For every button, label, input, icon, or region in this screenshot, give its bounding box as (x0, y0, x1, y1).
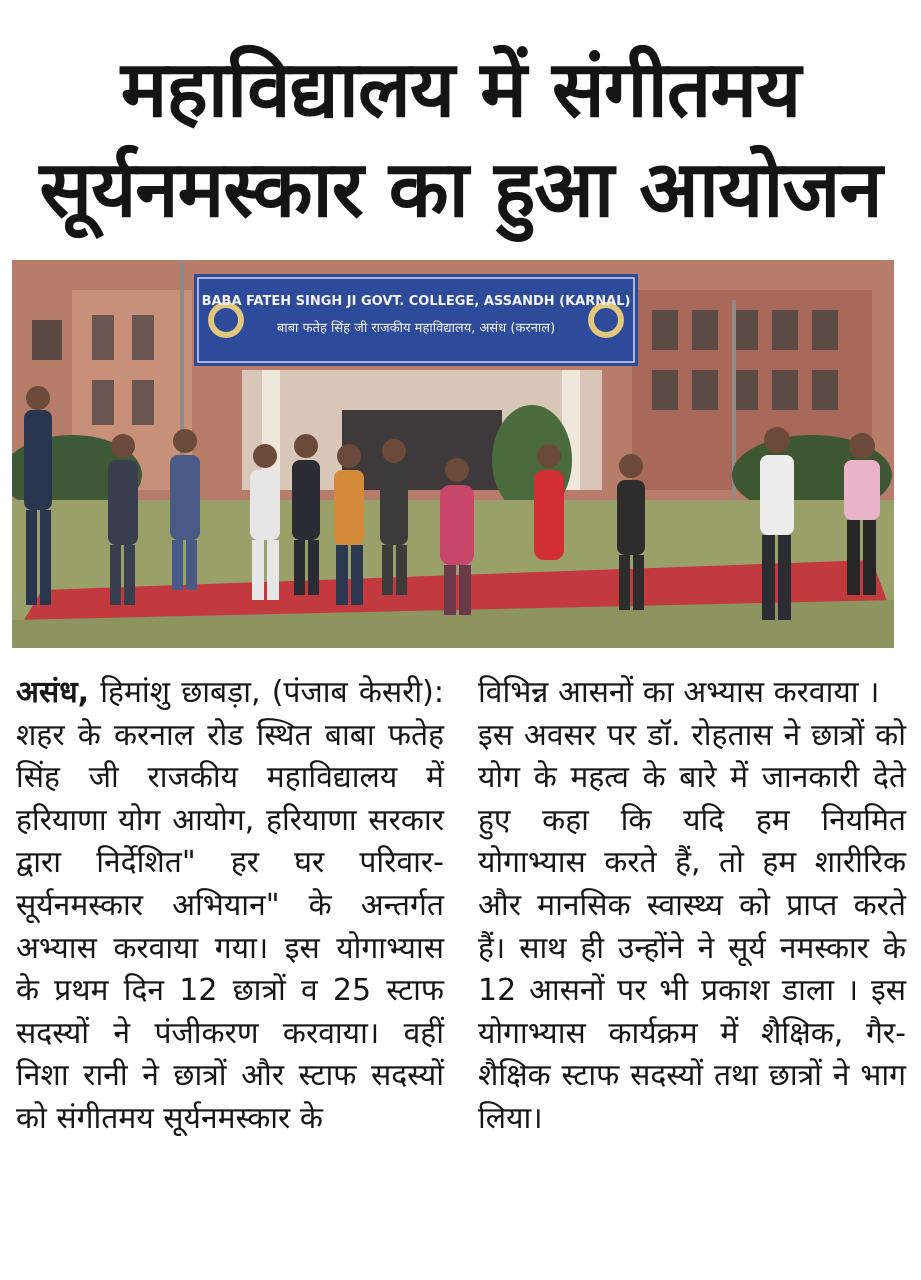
headline (0, 40, 921, 240)
headline-line-2: सूर्यनमस्कार का हुआ आयोजन (39, 145, 882, 235)
dateline: असंध, (16, 675, 90, 710)
article-paragraph-2: इस अवसर पर डॉ. रोहतास ने छात्रों को योग के महत्व के बारे में जानकारी देते हुए कहा कि यदि हम नियमित योगाभ्यास करते हैं, तो हम शारीरिक और मानसिक स्वास्थ्य को प्राप्त करते हैं। साथ ही उन्होंने ने सूर्य नमस्कार के 12 आसनों पर भी प्रकाश डाला । इस योगाभ्यास कार्यक्रम में शैक्षिक, गैर- शैक्षिक स्टाफ सदस्यों तथा छात्रों ने भाग लिया। (478, 717, 906, 1136)
article-paragraph-1: विभिन्न आसनों का अभ्यास करवाया । (478, 675, 880, 710)
banner-hindi: बाबा फतेह सिंह जी राजकीय महाविद्यालय, असंध (करनाल) (276, 321, 556, 336)
article-column-right (478, 672, 906, 1141)
headline-line-1: महाविद्यालय में संगीतमय (120, 45, 801, 135)
news-photo (12, 260, 894, 648)
article-body-left: हिमांशु छाबड़ा, (पंजाब केसरी): शहर के करनाल रोड स्थित बाबा फतेह सिंह जी राजकीय महाविद्यालय में हरियाणा योग आयोग, हरियाणा सरकार द्वारा निर्देशित" हर घर परिवार-सूर्यनमस्कार अभियान" के अन्तर्गत अभ्यास करवाया गया। इस योगाभ्यास के प्रथम दिन 12 छात्रों व 25 स्टाफ सदस्यों ने पंजीकरण करवाया। वहीं निशा रानी ने छात्रों और स्टाफ सदस्यों को संगीतमय सूर्यनमस्कार के (16, 675, 444, 1136)
banner-english: BABA FATEH SINGH JI GOVT. COLLEGE, ASSANDH (KARNAL) (201, 294, 631, 309)
college-banner (194, 274, 638, 366)
article-column-left (16, 672, 444, 1141)
